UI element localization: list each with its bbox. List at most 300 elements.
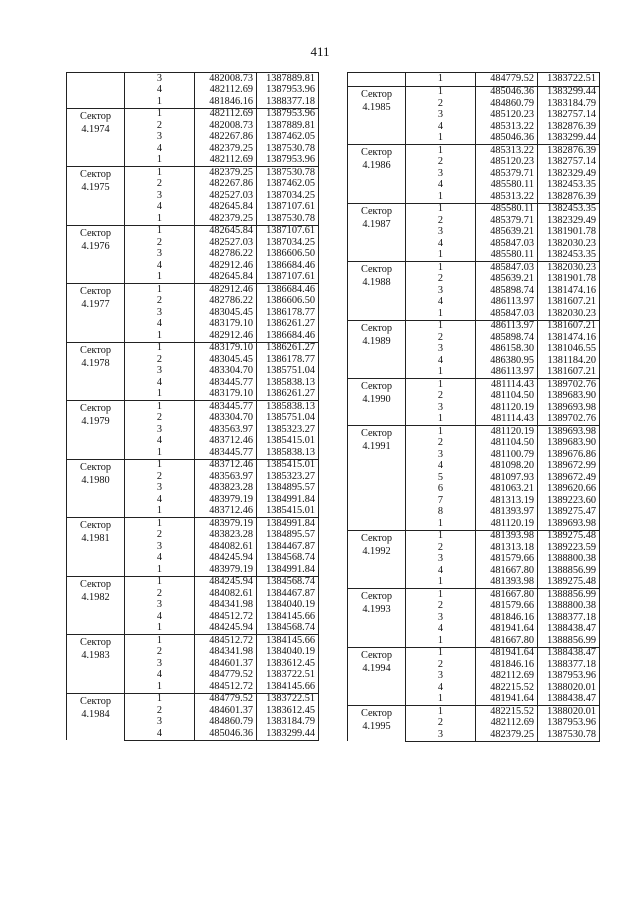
x-coordinate: 485046.36: [476, 86, 538, 98]
y-coordinate: 1383722.51: [257, 670, 319, 682]
y-coordinate: 1389683.90: [538, 391, 600, 403]
x-coordinate: 482912.46: [195, 260, 257, 272]
x-coordinate: 481846.16: [476, 659, 538, 671]
sector-name: Сектор 4.1990: [348, 379, 406, 426]
x-coordinate: 485046.36: [476, 133, 538, 145]
y-coordinate: 1382876.39: [538, 191, 600, 203]
y-coordinate: 1389702.76: [538, 414, 600, 426]
sector-name: Сектор 4.1977: [67, 284, 125, 343]
y-coordinate: 1387530.78: [538, 729, 600, 741]
point-number: 2: [125, 530, 195, 542]
x-coordinate: 485580.11: [476, 180, 538, 192]
point-number: 1: [406, 320, 476, 332]
x-coordinate: 481120.19: [476, 518, 538, 530]
point-number: 3: [125, 717, 195, 729]
y-coordinate: 1381607.21: [538, 297, 600, 309]
x-coordinate: 482379.25: [476, 729, 538, 741]
x-coordinate: 483979.19: [195, 564, 257, 576]
x-coordinate: 484341.98: [195, 600, 257, 612]
y-coordinate: 1387462.05: [257, 179, 319, 191]
y-coordinate: 1387107.61: [257, 202, 319, 214]
x-coordinate: 485313.22: [476, 191, 538, 203]
y-coordinate: 1383612.45: [257, 705, 319, 717]
y-coordinate: 1382757.14: [538, 110, 600, 122]
y-coordinate: 1382453.35: [538, 203, 600, 215]
x-coordinate: 482008.73: [195, 120, 257, 132]
y-coordinate: 1387462.05: [257, 132, 319, 144]
point-number: 3: [406, 612, 476, 624]
x-coordinate: 484512.72: [195, 635, 257, 647]
point-number: 3: [406, 402, 476, 414]
y-coordinate: 1385415.01: [257, 506, 319, 518]
sector-name: Сектор 4.1981: [67, 518, 125, 577]
point-number: 1: [125, 225, 195, 237]
point-number: 1: [406, 694, 476, 706]
point-number: 4: [125, 143, 195, 155]
x-coordinate: 482112.69: [476, 718, 538, 730]
table-row: [67, 576, 319, 588]
y-coordinate: 1387034.25: [257, 237, 319, 249]
y-coordinate: 1388800.38: [538, 554, 600, 566]
x-coordinate: 484245.94: [195, 576, 257, 588]
x-coordinate: 485639.21: [476, 274, 538, 286]
x-coordinate: 483445.77: [195, 401, 257, 413]
x-coordinate: 483445.77: [195, 377, 257, 389]
y-coordinate: 1385838.13: [257, 401, 319, 413]
point-number: 1: [406, 191, 476, 203]
y-coordinate: 1387953.96: [538, 671, 600, 683]
table-row: [348, 647, 600, 659]
y-coordinate: 1384991.84: [257, 494, 319, 506]
y-coordinate: 1389702.76: [538, 379, 600, 391]
table-row: [348, 262, 600, 274]
y-coordinate: 1382030.23: [538, 238, 600, 250]
x-coordinate: 482645.84: [195, 225, 257, 237]
x-coordinate: 486113.97: [476, 297, 538, 309]
point-number: 1: [406, 250, 476, 262]
point-number: 3: [406, 729, 476, 741]
y-coordinate: 1387107.61: [257, 272, 319, 284]
x-coordinate: 482215.52: [476, 706, 538, 718]
x-coordinate: 486113.97: [476, 320, 538, 332]
y-coordinate: 1387530.78: [257, 167, 319, 179]
sector-name: Сектор 4.1980: [67, 459, 125, 518]
point-number: 4: [406, 682, 476, 694]
y-coordinate: 1384467.87: [257, 541, 319, 553]
y-coordinate: 1387107.61: [257, 225, 319, 237]
table-row: [67, 635, 319, 647]
x-coordinate: 484082.61: [195, 588, 257, 600]
sector-name: Сектор 4.1985: [348, 86, 406, 145]
sector-name: Сектор 4.1993: [348, 589, 406, 648]
y-coordinate: 1389676.86: [538, 449, 600, 461]
x-coordinate: 485379.71: [476, 215, 538, 227]
x-coordinate: 481941.64: [476, 694, 538, 706]
point-number: 4: [125, 260, 195, 272]
point-number: 1: [406, 379, 476, 391]
x-coordinate: 482008.73: [195, 73, 257, 85]
x-coordinate: 483445.77: [195, 447, 257, 459]
y-coordinate: 1382030.23: [538, 262, 600, 274]
y-coordinate: 1386261.27: [257, 319, 319, 331]
x-coordinate: 483979.19: [195, 518, 257, 530]
point-number: 4: [125, 85, 195, 97]
x-coordinate: 482215.52: [476, 682, 538, 694]
x-coordinate: 481097.93: [476, 472, 538, 484]
point-number: 4: [125, 494, 195, 506]
point-number: 2: [406, 157, 476, 169]
x-coordinate: 481393.98: [476, 577, 538, 589]
point-number: 1: [406, 308, 476, 320]
x-coordinate: 484082.61: [195, 541, 257, 553]
point-number: 1: [125, 447, 195, 459]
y-coordinate: 1381184.20: [538, 355, 600, 367]
point-number: 1: [125, 389, 195, 401]
y-coordinate: 1389693.98: [538, 518, 600, 530]
point-number: 4: [125, 670, 195, 682]
point-number: 1: [406, 86, 476, 98]
x-coordinate: 481393.97: [476, 507, 538, 519]
y-coordinate: 1387034.25: [257, 190, 319, 202]
table-row: [348, 379, 600, 391]
point-number: 1: [406, 414, 476, 426]
y-coordinate: 1384145.66: [257, 611, 319, 623]
x-coordinate: 485898.74: [476, 285, 538, 297]
point-number: 1: [406, 203, 476, 215]
y-coordinate: 1389672.99: [538, 461, 600, 473]
table-row: [67, 342, 319, 354]
x-coordinate: 481941.64: [476, 647, 538, 659]
x-coordinate: 482786.22: [195, 249, 257, 261]
point-number: 1: [125, 96, 195, 108]
y-coordinate: 1389672.49: [538, 472, 600, 484]
point-number: 2: [406, 98, 476, 110]
point-number: 2: [125, 296, 195, 308]
y-coordinate: 1382329.49: [538, 168, 600, 180]
sector-name: Сектор 4.1983: [67, 635, 125, 694]
point-number: 1: [406, 133, 476, 145]
point-number: 2: [406, 332, 476, 344]
x-coordinate: 483712.46: [195, 506, 257, 518]
table-row: [67, 284, 319, 296]
x-coordinate: 482112.69: [195, 85, 257, 97]
point-number: 3: [406, 671, 476, 683]
table-row: [348, 203, 600, 215]
y-coordinate: 1381607.21: [538, 367, 600, 379]
point-number: 4: [406, 355, 476, 367]
y-coordinate: 1387953.96: [538, 718, 600, 730]
x-coordinate: 485639.21: [476, 227, 538, 239]
sector-name: Сектор 4.1987: [348, 203, 406, 262]
sector-name: Сектор 4.1974: [67, 108, 125, 167]
y-coordinate: 1384467.87: [257, 588, 319, 600]
x-coordinate: 483823.28: [195, 530, 257, 542]
y-coordinate: 1389223.60: [538, 495, 600, 507]
point-number: 1: [406, 635, 476, 647]
point-number: 3: [125, 132, 195, 144]
point-number: 2: [406, 718, 476, 730]
x-coordinate: 483179.10: [195, 389, 257, 401]
x-coordinate: 486158.30: [476, 344, 538, 356]
x-coordinate: 481579.66: [476, 554, 538, 566]
x-coordinate: 485847.03: [476, 308, 538, 320]
table-row: [67, 108, 319, 120]
y-coordinate: 1381474.16: [538, 285, 600, 297]
x-coordinate: 484245.94: [195, 553, 257, 565]
y-coordinate: 1384568.74: [257, 576, 319, 588]
y-coordinate: 1384568.74: [257, 553, 319, 565]
point-number: 4: [406, 121, 476, 133]
y-coordinate: 1386684.46: [257, 260, 319, 272]
y-coordinate: 1389683.90: [538, 438, 600, 450]
y-coordinate: 1384040.19: [257, 600, 319, 612]
y-coordinate: 1384145.66: [257, 681, 319, 693]
x-coordinate: 481579.66: [476, 601, 538, 613]
sector-name: Сектор 4.1984: [67, 693, 125, 740]
x-coordinate: 481667.80: [476, 589, 538, 601]
x-coordinate: 485120.23: [476, 110, 538, 122]
x-coordinate: 482912.46: [195, 284, 257, 296]
y-coordinate: 1384145.66: [257, 635, 319, 647]
point-number: 4: [125, 553, 195, 565]
y-coordinate: 1389693.98: [538, 426, 600, 438]
point-number: 2: [406, 274, 476, 286]
point-number: 4: [406, 238, 476, 250]
y-coordinate: 1386261.27: [257, 342, 319, 354]
sector-name: Сектор 4.1975: [67, 167, 125, 226]
x-coordinate: 483712.46: [195, 436, 257, 448]
point-number: 3: [406, 168, 476, 180]
y-coordinate: 1383722.51: [538, 73, 600, 87]
point-number: 1: [406, 73, 476, 87]
point-number: 1: [125, 155, 195, 167]
x-coordinate: 481667.80: [476, 565, 538, 577]
y-coordinate: 1384040.19: [257, 647, 319, 659]
point-number: 2: [125, 179, 195, 191]
y-coordinate: 1385751.04: [257, 413, 319, 425]
y-coordinate: 1387530.78: [257, 143, 319, 155]
point-number: 3: [125, 73, 195, 85]
x-coordinate: 481846.16: [476, 612, 538, 624]
x-coordinate: 482379.25: [195, 167, 257, 179]
x-coordinate: 486113.97: [476, 367, 538, 379]
point-number: 2: [125, 237, 195, 249]
point-number: 2: [125, 588, 195, 600]
sector-name: Сектор 4.1978: [67, 342, 125, 401]
y-coordinate: 1388438.47: [538, 694, 600, 706]
y-coordinate: 1388856.99: [538, 635, 600, 647]
point-number: 1: [406, 706, 476, 718]
point-number: 4: [125, 319, 195, 331]
sector-name: Сектор 4.1994: [348, 647, 406, 706]
point-number: 1: [125, 506, 195, 518]
coordinates-table-right: [347, 72, 600, 742]
y-coordinate: 1388800.38: [538, 601, 600, 613]
table-row: [67, 401, 319, 413]
point-number: 2: [406, 601, 476, 613]
point-number: 1: [125, 342, 195, 354]
point-number: 4: [125, 377, 195, 389]
sector-name: Сектор 4.1982: [67, 576, 125, 635]
table-row: [67, 225, 319, 237]
point-number: 1: [125, 564, 195, 576]
x-coordinate: 481104.50: [476, 391, 538, 403]
page-number: 411: [310, 44, 330, 59]
x-coordinate: 481063.21: [476, 484, 538, 496]
sector-name: Сектор 4.1992: [348, 530, 406, 589]
point-number: 3: [125, 249, 195, 261]
y-coordinate: 1385415.01: [257, 459, 319, 471]
x-coordinate: 485847.03: [476, 238, 538, 250]
y-coordinate: 1382453.35: [538, 250, 600, 262]
point-number: 4: [406, 180, 476, 192]
point-number: 7: [406, 495, 476, 507]
x-coordinate: 485120.23: [476, 157, 538, 169]
y-coordinate: 1388377.18: [538, 612, 600, 624]
x-coordinate: 484601.37: [195, 705, 257, 717]
point-number: 3: [406, 110, 476, 122]
y-coordinate: 1383299.44: [538, 133, 600, 145]
x-coordinate: 482379.25: [195, 213, 257, 225]
y-coordinate: 1382329.49: [538, 215, 600, 227]
x-coordinate: 485046.36: [195, 728, 257, 740]
x-coordinate: 481313.18: [476, 542, 538, 554]
point-number: 1: [406, 518, 476, 530]
point-number: 1: [125, 518, 195, 530]
point-number: 1: [125, 576, 195, 588]
y-coordinate: 1381901.78: [538, 227, 600, 239]
x-coordinate: 481667.80: [476, 635, 538, 647]
point-number: 2: [125, 120, 195, 132]
point-number: 1: [125, 635, 195, 647]
point-number: 3: [406, 227, 476, 239]
x-coordinate: 481120.19: [476, 402, 538, 414]
y-coordinate: 1388020.01: [538, 682, 600, 694]
y-coordinate: 1381046.55: [538, 344, 600, 356]
y-coordinate: 1387889.81: [257, 73, 319, 85]
x-coordinate: 484601.37: [195, 658, 257, 670]
x-coordinate: 482112.69: [195, 108, 257, 120]
x-coordinate: 484341.98: [195, 647, 257, 659]
y-coordinate: 1382876.39: [538, 145, 600, 157]
sector-name: [67, 73, 125, 109]
point-number: 1: [406, 577, 476, 589]
table-row: [67, 518, 319, 530]
point-number: 3: [125, 483, 195, 495]
y-coordinate: 1388377.18: [538, 659, 600, 671]
point-number: 1: [125, 213, 195, 225]
y-coordinate: 1385323.27: [257, 424, 319, 436]
point-number: 2: [125, 413, 195, 425]
table-row: [348, 706, 600, 718]
point-number: 4: [125, 728, 195, 740]
x-coordinate: 484512.72: [195, 611, 257, 623]
x-coordinate: 481393.98: [476, 530, 538, 542]
x-coordinate: 482267.86: [195, 179, 257, 191]
x-coordinate: 483712.46: [195, 459, 257, 471]
point-number: 2: [406, 215, 476, 227]
x-coordinate: 484245.94: [195, 623, 257, 635]
coordinates-table-left: [66, 72, 319, 741]
table-row: [67, 459, 319, 471]
y-coordinate: 1381474.16: [538, 332, 600, 344]
y-coordinate: 1388856.99: [538, 589, 600, 601]
y-coordinate: 1385838.13: [257, 377, 319, 389]
y-coordinate: 1389693.98: [538, 402, 600, 414]
y-coordinate: 1388856.99: [538, 565, 600, 577]
point-number: 1: [406, 367, 476, 379]
x-coordinate: 481941.64: [476, 624, 538, 636]
x-coordinate: 482912.46: [195, 330, 257, 342]
y-coordinate: 1383299.44: [257, 728, 319, 740]
y-coordinate: 1387889.81: [257, 120, 319, 132]
table-row: [348, 320, 600, 332]
point-number: 1: [406, 145, 476, 157]
x-coordinate: 484512.72: [195, 681, 257, 693]
x-coordinate: 482267.86: [195, 132, 257, 144]
sector-name: Сектор 4.1989: [348, 320, 406, 379]
point-number: 1: [125, 284, 195, 296]
point-number: 3: [125, 366, 195, 378]
x-coordinate: 483045.45: [195, 354, 257, 366]
y-coordinate: 1387953.96: [257, 108, 319, 120]
y-coordinate: 1389275.47: [538, 507, 600, 519]
y-coordinate: 1381901.78: [538, 274, 600, 286]
sector-name: Сектор 4.1991: [348, 426, 406, 531]
table-row: [348, 145, 600, 157]
y-coordinate: 1387530.78: [257, 213, 319, 225]
table-row: [348, 426, 600, 438]
y-coordinate: 1383299.44: [538, 86, 600, 98]
point-number: 4: [125, 202, 195, 214]
y-coordinate: 1389223.59: [538, 542, 600, 554]
x-coordinate: 485313.22: [476, 145, 538, 157]
point-number: 1: [406, 647, 476, 659]
y-coordinate: 1383184.79: [257, 717, 319, 729]
x-coordinate: 484779.52: [195, 693, 257, 705]
point-number: 2: [406, 438, 476, 450]
y-coordinate: 1384568.74: [257, 623, 319, 635]
y-coordinate: 1388020.01: [538, 706, 600, 718]
y-coordinate: 1386684.46: [257, 330, 319, 342]
point-number: 1: [406, 589, 476, 601]
point-number: 2: [406, 659, 476, 671]
sector-name: Сектор 4.1995: [348, 706, 406, 742]
y-coordinate: 1385415.01: [257, 436, 319, 448]
y-coordinate: 1384991.84: [257, 518, 319, 530]
x-coordinate: 481313.19: [476, 495, 538, 507]
point-number: 3: [125, 658, 195, 670]
y-coordinate: 1386261.27: [257, 389, 319, 401]
y-coordinate: 1387953.96: [257, 85, 319, 97]
y-coordinate: 1383612.45: [257, 658, 319, 670]
point-number: 4: [125, 436, 195, 448]
y-coordinate: 1389275.48: [538, 530, 600, 542]
point-number: 1: [125, 272, 195, 284]
y-coordinate: 1383722.51: [257, 693, 319, 705]
y-coordinate: 1386606.50: [257, 296, 319, 308]
x-coordinate: 484779.52: [476, 73, 538, 87]
x-coordinate: 485379.71: [476, 168, 538, 180]
sector-name: Сектор 4.1988: [348, 262, 406, 321]
table-row: [348, 530, 600, 542]
y-coordinate: 1383184.79: [538, 98, 600, 110]
table-row: [348, 589, 600, 601]
y-coordinate: 1382876.39: [538, 121, 600, 133]
point-number: 6: [406, 484, 476, 496]
x-coordinate: 483304.70: [195, 366, 257, 378]
x-coordinate: 483823.28: [195, 483, 257, 495]
